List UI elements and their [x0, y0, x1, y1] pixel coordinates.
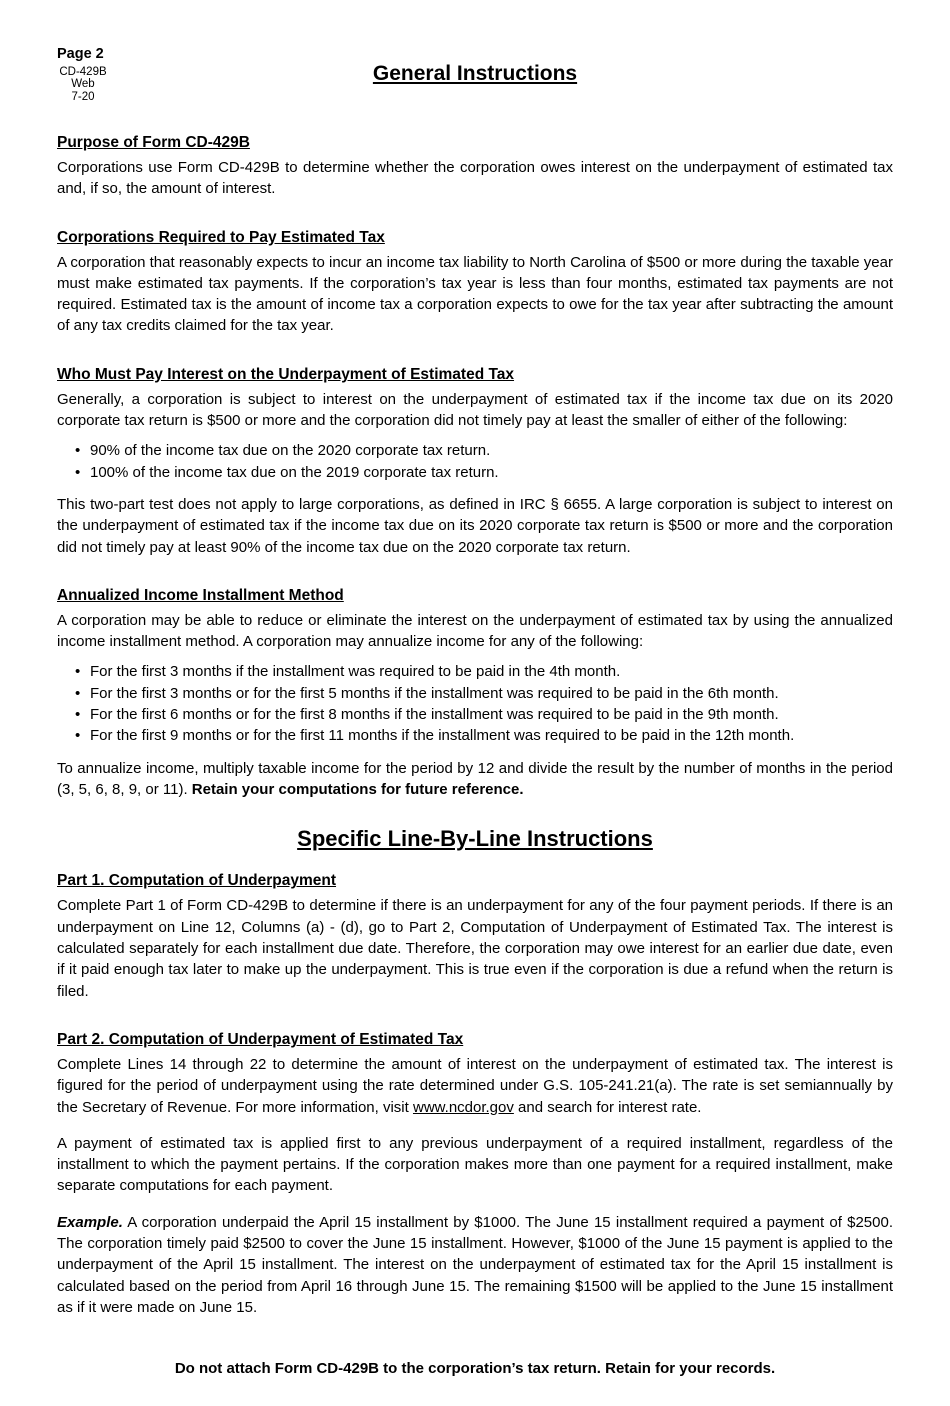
paragraph-part2-example: [57, 1212, 893, 1318]
page-number-label: Page 2: [57, 46, 104, 62]
section-part2: [57, 1029, 893, 1318]
line-by-line-title-block: [57, 823, 893, 854]
bullet-item: • 100% of the income tax due on the 2019 corporate tax return.: [75, 462, 893, 483]
paragraph-annualized-closing: [57, 758, 893, 801]
form-id: CD-429B: [59, 65, 107, 78]
paragraph-who-must-pay-after: This two-part test does not apply to large corporations, as defined in IRC § 6655. A large corporation is subject to interest on the underpayment of estimated tax if the income tax due on its 2020 corporate tax return is $500 or more and the corporation did not timely pay at least 90% of the income tax due on the 2020 corporate tax return.: [57, 495, 893, 556]
section-annualized-income: [57, 585, 893, 800]
bullet-item: • For the first 9 months or for the first 11 months if the installment was required to be paid in the 12th month.: [75, 725, 893, 746]
ncdor-link[interactable]: www.ncdor.gov: [412, 1098, 514, 1116]
paragraph-part2-interest-rate: [57, 1054, 893, 1118]
part2-para1-before: Complete Lines 14 through 22 to determine the amount of interest on the underpayment of estimated tax. The interest is figured for the period of underpayment using the rate determined under G.S. 105-241.21(a). The rate is set semiannually by the Secretary of Revenue. For more information, visit: [57, 1055, 893, 1116]
paragraph-part1: Complete Part 1 of Form CD-429B to determine if there is an underpayment for any of the four payment periods. If there is an underpayment on Line 12, Columns (a) - (d), go to Part 2, Computation of Underpayment of Estimated Tax. The interest is calculated separately for each installment due date. Therefore, the corporation may owe interest for an earlier due date, even if it paid enough tax later to make up the underpayment. This is true even if the corporation is due a refund when the return is filed.: [57, 897, 893, 1000]
section-purpose: [57, 132, 893, 200]
section-heading-annualized: Annualized Income Installment Method: [57, 586, 344, 604]
part2-para1-after: and search for interest rate.: [518, 1098, 702, 1116]
form-medium: Web: [71, 78, 95, 91]
closing-bold-text: Retain your computations for future reference.: [191, 780, 524, 798]
footer-note: Do not attach Form CD-429B to the corporation’s tax return. Retain for your records.: [174, 1360, 776, 1378]
section-heading-part1: Part 1. Computation of Underpayment: [57, 872, 337, 890]
section-required-to-pay: [57, 227, 893, 337]
section-part1: [57, 870, 893, 1001]
bullet-item: • For the first 3 months if the installment was required to be paid in the 4th month.: [75, 661, 893, 682]
section-heading-purpose: Purpose of Form CD-429B: [57, 134, 250, 151]
paragraph-purpose: Corporations use Form CD-429B to determine whether the corporation owes interest on the underpayment of estimated tax and, if so, the amount of interest.: [57, 159, 893, 198]
paragraph-who-must-pay-intro: Generally, a corporation is subject to interest on the underpayment of estimated tax if the income tax due on its 2020 corporate tax return is $500 or more and the corporation did not timely pay at least the smaller of either of the following:: [57, 390, 893, 430]
page-header: [57, 44, 893, 110]
bullet-item: • For the first 3 months or for the first 5 months if the installment was required to be paid in the 6th month.: [75, 683, 893, 704]
bullet-item: • For the first 6 months or for the first 8 months if the installment was required to be paid in the 9th month.: [75, 704, 893, 725]
who-must-pay-bullet-list: [57, 440, 893, 483]
section-heading-required: Corporations Required to Pay Estimated Tax: [57, 228, 385, 246]
section-who-must-pay: [57, 364, 893, 558]
line-by-line-title: Specific Line-By-Line Instructions: [297, 826, 653, 852]
example-label: Example.: [57, 1213, 123, 1231]
form-revision: 7-20: [71, 90, 95, 103]
bullet-item: • 90% of the income tax due on the 2020 corporate tax return.: [75, 440, 893, 461]
page-title: General Instructions: [372, 62, 578, 85]
closing-text: To annualize income, multiply taxable income for the period by 12 and divide the result by the number of months in the period (3, 5, 6, 8, 9, or 11).: [57, 759, 893, 798]
paragraph-part2-payment-application: A payment of estimated tax is applied first to any previous underpayment of a required installment, regardless of the installment to which the payment pertains. If the corporation makes more than one payment for a required installment, make separate computations for each payment.: [57, 1134, 893, 1195]
section-heading-who-must-pay: Who Must Pay Interest on the Underpayment of Estimated Tax: [57, 365, 515, 383]
paragraph-annualized-intro: A corporation may be able to reduce or eliminate the interest on the underpayment of estimated tax by using the annualized income installment method. A corporation may annualize income for any of the following:: [57, 611, 893, 651]
document-page: [57, 44, 893, 1380]
annualized-bullet-list: [57, 661, 893, 746]
section-heading-part2: Part 2. Computation of Underpayment of Estimated Tax: [57, 1030, 464, 1048]
paragraph-required: A corporation that reasonably expects to incur an income tax liability to North Carolina of $500 or more during the taxable year must make estimated tax payments. If the corporation’s tax year is less than four months, estimated tax payments are not required. Estimated tax is the amount of income tax a corporation expects to owe for the tax year after subtracting the amount of any tax credits claimed for the tax year.: [57, 253, 893, 335]
form-meta-block: [57, 44, 109, 104]
example-body: A corporation underpaid the April 15 installment by $1000. The June 15 installment required a payment of $2500. The corporation timely paid $2500 to cover the June 15 installment. However, $1000 of the June 15 payment is applied to the underpayment of the April 15 installment. The interest on the underpayment of estimated tax for the April 15 installment is calculated based on the period from April 16 through June 15. The remaining $1500 will be applied to the June 15 installment as if it were made on June 15.: [57, 1213, 893, 1316]
